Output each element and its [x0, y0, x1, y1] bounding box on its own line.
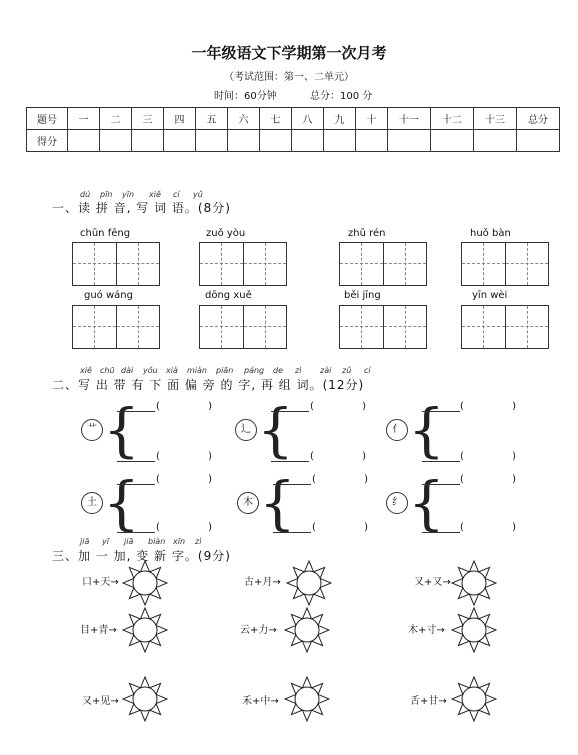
equation: 舌+甘→	[410, 696, 447, 707]
section2-pinyin-7: piān	[216, 366, 234, 375]
section2-pinyin-4: yǒu	[143, 366, 158, 375]
answer-paren[interactable]: ( )	[310, 401, 366, 412]
section2-pinyin-8: páng	[244, 366, 265, 375]
answer-line[interactable]	[422, 461, 460, 462]
total-label: 总分：100 分	[310, 91, 373, 102]
radical-circle: 纟	[386, 492, 408, 514]
radical-circle: 辶	[235, 419, 257, 441]
section3-pinyin-3: jiā	[124, 537, 134, 546]
answer-line[interactable]	[117, 461, 155, 462]
sun-answer-icon[interactable]	[284, 607, 330, 653]
answer-line[interactable]	[273, 532, 311, 533]
score-input-cell[interactable]	[292, 130, 324, 152]
writing-grid[interactable]	[72, 242, 160, 286]
answer-line[interactable]	[271, 461, 309, 462]
table-cell: 四	[164, 108, 196, 130]
section2-title: 二、写 出 带 有 下 面 偏 旁 的 字, 再 组 词。(12分)	[52, 378, 365, 392]
equation: 云+力→	[240, 625, 277, 636]
section3-pinyin-6: zì	[195, 537, 202, 546]
pinyin-word-3: zhǔ rén	[348, 228, 386, 239]
answer-paren[interactable]: ( )	[310, 451, 366, 462]
table-cell: 三	[132, 108, 164, 130]
table-cell: 七	[260, 108, 292, 130]
score-input-cell[interactable]	[132, 130, 164, 152]
table-cell: 一	[68, 108, 100, 130]
score-table	[26, 107, 560, 152]
time-label: 时间：60分钟	[214, 91, 277, 102]
section2-pinyin-2: chū	[100, 366, 115, 375]
section2-pinyin-1: xiě	[80, 366, 92, 375]
section1-pinyin-5: cí	[173, 190, 180, 199]
score-input-cell[interactable]	[164, 130, 196, 152]
table-cell: 八	[292, 108, 324, 130]
section1-pinyin-6: yǔ	[193, 190, 203, 199]
score-input-cell[interactable]	[196, 130, 228, 152]
section1-title: 一、读 拼 音, 写 词 语。(8分)	[52, 201, 231, 215]
answer-line[interactable]	[117, 484, 155, 485]
sun-answer-icon[interactable]	[122, 676, 168, 722]
section1-pinyin-2: pīn	[100, 190, 113, 199]
table-cell: 二	[100, 108, 132, 130]
section3-title: 三、加 一 加, 变 新 字。(9分)	[52, 549, 231, 563]
section3-pinyin-1: jiā	[80, 537, 90, 546]
radical-circle: 木	[237, 492, 259, 514]
score-input-cell[interactable]	[356, 130, 388, 152]
score-input-cell[interactable]	[100, 130, 132, 152]
answer-paren[interactable]: ( )	[156, 451, 212, 462]
pinyin-word-4: huǒ bàn	[470, 228, 511, 239]
sun-answer-icon[interactable]	[284, 676, 330, 722]
section2-pinyin-13: cí	[364, 366, 371, 375]
pinyin-word-7: běi jīng	[344, 290, 381, 301]
equation: 口+天→	[82, 577, 119, 588]
table-row-label: 得分	[27, 130, 68, 152]
table-cell: 十一	[388, 108, 431, 130]
equation: 木+寸→	[408, 625, 445, 636]
answer-paren[interactable]: ( )	[156, 401, 212, 412]
answer-paren[interactable]: ( )	[460, 451, 516, 462]
equation: 古+月→	[244, 577, 281, 588]
equation: 禾+中→	[242, 696, 279, 707]
equation: 又+又→	[414, 577, 451, 588]
section1-pinyin-3: yīn	[122, 190, 135, 199]
answer-line[interactable]	[422, 532, 460, 533]
pinyin-word-6: dōng xuě	[205, 290, 252, 301]
exam-scope: （考试范围：第一、二单元）	[224, 72, 354, 83]
score-input-cell[interactable]	[517, 130, 560, 152]
answer-line[interactable]	[422, 484, 460, 485]
section2-pinyin-11: zài	[320, 366, 332, 375]
score-input-cell[interactable]	[324, 130, 356, 152]
table-cell: 六	[228, 108, 260, 130]
score-input-cell[interactable]	[68, 130, 100, 152]
score-input-cell[interactable]	[228, 130, 260, 152]
section2-pinyin-5: xià	[166, 366, 178, 375]
score-input-cell[interactable]	[260, 130, 292, 152]
table-cell: 十	[356, 108, 388, 130]
section2-pinyin-6: miàn	[187, 366, 207, 375]
answer-paren[interactable]: ( )	[460, 401, 516, 412]
writing-grid[interactable]	[461, 305, 549, 349]
brace-icon: {	[257, 396, 294, 464]
section2-pinyin-3: dài	[121, 366, 134, 375]
table-row-label: 题号	[27, 108, 68, 130]
writing-grid[interactable]	[339, 242, 427, 286]
section2-pinyin-9: de	[273, 366, 283, 375]
writing-grid[interactable]	[72, 305, 160, 349]
brace-icon: {	[259, 469, 296, 537]
answer-paren[interactable]: ( )	[460, 522, 516, 533]
brace-icon: {	[103, 469, 140, 537]
section1-pinyin-4: xiě	[149, 190, 161, 199]
score-input-cell[interactable]	[474, 130, 517, 152]
page-title: 一年级语文下学期第一次月考	[191, 44, 387, 62]
equation: 又+见→	[82, 696, 119, 707]
sun-answer-icon[interactable]	[286, 560, 332, 606]
answer-paren[interactable]: ( )	[312, 474, 368, 485]
answer-line[interactable]	[422, 411, 460, 412]
radical-circle: 艹	[81, 419, 103, 441]
table-cell: 十三	[474, 108, 517, 130]
sun-answer-icon[interactable]	[122, 560, 168, 606]
writing-grid[interactable]	[461, 242, 549, 286]
brace-icon: {	[408, 469, 445, 537]
writing-grid[interactable]	[199, 242, 287, 286]
sun-answer-icon[interactable]	[122, 607, 168, 653]
writing-grid[interactable]	[339, 305, 427, 349]
answer-paren[interactable]: ( )	[312, 522, 368, 533]
table-cell: 五	[196, 108, 228, 130]
equation: 目+青→	[80, 625, 117, 636]
section3-pinyin-4: biàn	[148, 537, 166, 546]
pinyin-word-1: chūn fēng	[80, 228, 131, 239]
sun-answer-icon[interactable]	[451, 676, 497, 722]
answer-line[interactable]	[273, 484, 311, 485]
answer-line[interactable]	[271, 411, 309, 412]
brace-icon: {	[103, 396, 140, 464]
pinyin-word-8: yīn wèi	[472, 290, 508, 301]
pinyin-word-2: zuǒ yòu	[206, 228, 246, 239]
score-input-cell[interactable]	[388, 130, 431, 152]
table-cell: 九	[324, 108, 356, 130]
table-cell: 总分	[517, 108, 560, 130]
answer-paren[interactable]: ( )	[460, 474, 516, 485]
table-cell: 十二	[431, 108, 474, 130]
score-input-cell[interactable]	[431, 130, 474, 152]
pinyin-word-5: guó wáng	[84, 290, 133, 301]
radical-circle: 土	[81, 492, 103, 514]
writing-grid[interactable]	[199, 305, 287, 349]
sun-answer-icon[interactable]	[451, 607, 497, 653]
section3-pinyin-2: yī	[102, 537, 109, 546]
answer-line[interactable]	[117, 411, 155, 412]
score-table-score-row	[27, 130, 560, 152]
answer-paren[interactable]: ( )	[156, 522, 212, 533]
section3-pinyin-5: xīn	[173, 537, 186, 546]
score-table-header-row	[27, 108, 560, 130]
section2-pinyin-10: zì	[295, 366, 302, 375]
section1-pinyin-1: dú	[80, 190, 91, 199]
section2-pinyin-12: zǔ	[342, 366, 352, 375]
sun-answer-icon[interactable]	[451, 560, 497, 606]
answer-line[interactable]	[117, 532, 155, 533]
answer-paren[interactable]: ( )	[156, 474, 212, 485]
radical-circle: 亻	[386, 419, 408, 441]
brace-icon: {	[408, 396, 445, 464]
